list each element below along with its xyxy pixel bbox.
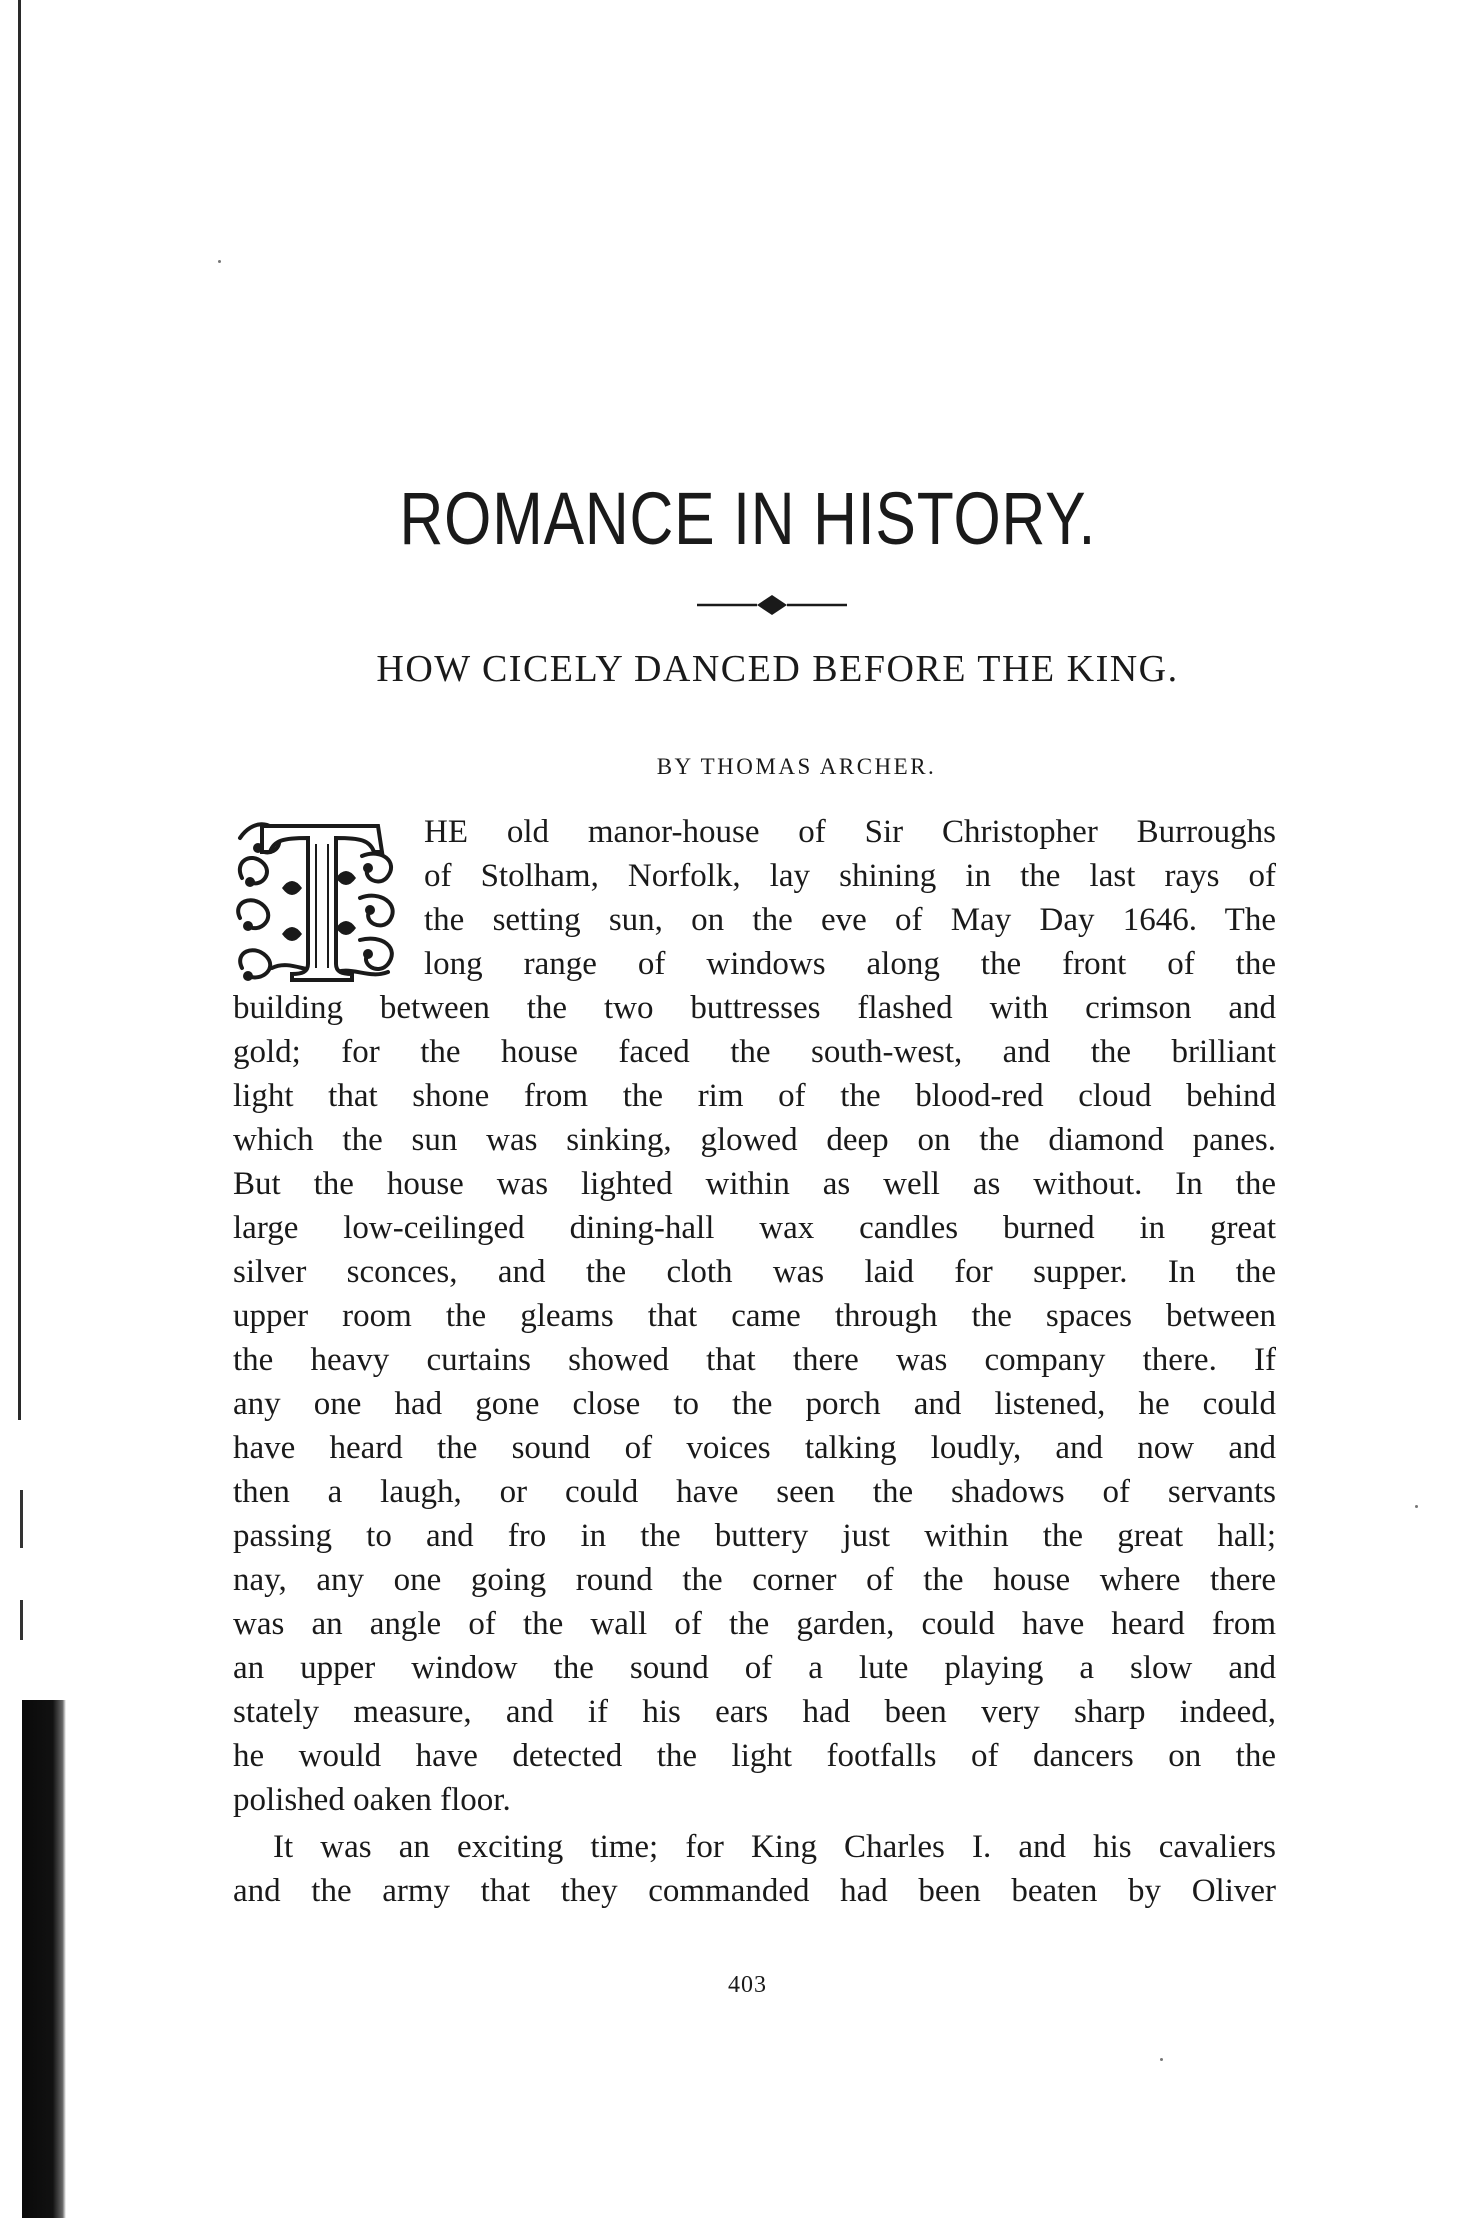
body-line-paragraph-end: polished oaken floor. xyxy=(233,1782,511,1818)
body-line: HE old manor-house of Sir Christopher Burroughs xyxy=(424,814,1276,850)
scan-speck xyxy=(1415,1505,1418,1508)
body-line: the heavy curtains showed that there was company there. If xyxy=(233,1342,1276,1378)
body-line: any one had gone close to the porch and listened, he could xyxy=(233,1386,1276,1422)
binding-mark xyxy=(20,1600,23,1640)
scan-speck xyxy=(1160,2058,1163,2061)
body-line: passing to and fro in the buttery just within the great hall; xyxy=(233,1518,1276,1554)
page-number: 403 xyxy=(728,1972,767,1998)
body-line: upper room the gleams that came through the spaces between xyxy=(233,1298,1276,1334)
article-subtitle: HOW CICELY DANCED BEFORE THE KING. xyxy=(376,648,1179,690)
body-line: But the house was lighted within as well as without. In the xyxy=(233,1166,1276,1202)
body-line: stately measure, and if his ears had been very sharp indeed, xyxy=(233,1694,1276,1730)
body-line: then a laugh, or could have seen the shadows of servants xyxy=(233,1474,1276,1510)
body-line: long range of windows along the front of the xyxy=(424,946,1276,982)
author-byline: BY THOMAS ARCHER. xyxy=(656,754,937,779)
article-section-title: ROMANCE IN HISTORY. xyxy=(399,477,1097,560)
body-line: was an angle of the wall of the garden, could have heard from xyxy=(233,1606,1276,1642)
body-line: nay, any one going round the corner of the house where there xyxy=(233,1562,1276,1598)
binding-edge-line xyxy=(18,0,21,1420)
body-line: silver sconces, and the cloth was laid for supper. In the xyxy=(233,1254,1276,1290)
body-line: an upper window the sound of a lute playing a slow and xyxy=(233,1650,1276,1686)
body-line: large low-ceilinged dining-hall wax candles burned in great xyxy=(233,1210,1276,1246)
body-line: which the sun was sinking, glowed deep on the diamond panes. xyxy=(233,1122,1276,1158)
body-line-paragraph-start: It was an exciting time; for King Charles I. and his cavaliers xyxy=(273,1829,1276,1865)
body-line: light that shone from the rim of the blood-red cloud behind xyxy=(233,1078,1276,1114)
body-line: he would have detected the light footfalls of dancers on the xyxy=(233,1738,1276,1774)
binding-mark xyxy=(20,1490,23,1548)
body-line: have heard the sound of voices talking loudly, and now and xyxy=(233,1430,1276,1466)
scan-speck xyxy=(218,260,221,263)
binding-shadow xyxy=(22,1700,66,2218)
body-line: and the army that they commanded had been beaten by Oliver xyxy=(233,1873,1276,1909)
body-line: gold; for the house faced the south-west, and the brilliant xyxy=(233,1034,1276,1070)
body-line: the setting sun, on the eve of May Day 1646. The xyxy=(424,902,1276,938)
title-ornament-rule xyxy=(697,594,847,616)
body-line: building between the two buttresses flashed with crimson and xyxy=(233,990,1276,1026)
body-line: of Stolham, Norfolk, lay shining in the last rays of xyxy=(424,858,1276,894)
